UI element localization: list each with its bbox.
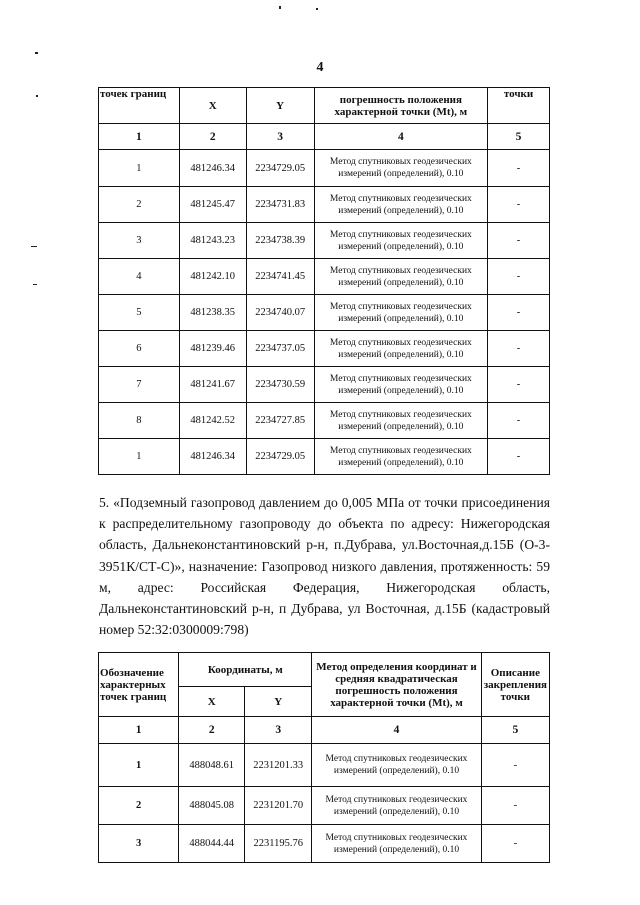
- coord-y: 2231201.70: [245, 787, 312, 825]
- header-points: Обозначение характерных точек границ: [99, 653, 179, 717]
- table-header-row: [99, 653, 550, 687]
- section-text: 5. «Подземный газопровод давлением до 0,005 МПа от точки присоединения к распределительному газопроводу до объекта по адресу: Нижегородская область, Дальнеконстантиновский р-н, п.Дубрава, ул.Восточная,д.15Б (О-3-3951К/СТ-С)», назначение: Газопровод низкого давления, протяженность: 59 м, адрес: Российская Федерация, Нижегородская область, Дальнеконстантиновский р-н, п Дубрава, ул Восточная, д.15Б (кадастровый номер 52:32:0300009:798): [99, 495, 550, 638]
- page-number: 4: [316, 60, 324, 75]
- section-5-paragraph: [99, 492, 550, 640]
- point-id: 1: [99, 439, 180, 475]
- header-y: Y: [245, 687, 312, 717]
- scan-mark: [279, 6, 281, 9]
- column-number: 4: [312, 717, 481, 744]
- table-row: [99, 403, 550, 439]
- method-cell: Метод спутниковых геодезических измерений (определений), 0.10: [314, 295, 488, 331]
- point-id: 2: [99, 787, 179, 825]
- table-row: [99, 744, 550, 787]
- scan-mark: [316, 8, 318, 10]
- column-number-row: [99, 124, 550, 150]
- coord-y: 2234730.59: [246, 367, 314, 403]
- coord-y: 2234741.45: [246, 259, 314, 295]
- column-number: 3: [246, 124, 314, 150]
- coord-x: 481242.10: [179, 259, 246, 295]
- coord-y: 2234731.83: [246, 187, 314, 223]
- point-id: 2: [99, 187, 180, 223]
- header-y: Y: [246, 88, 314, 124]
- coord-x: 481238.35: [179, 295, 246, 331]
- coordinates-table-1: [98, 87, 550, 475]
- method-cell: Метод спутниковых геодезических измерений (определений), 0.10: [312, 787, 481, 825]
- coord-y: 2234737.05: [246, 331, 314, 367]
- table-row: [99, 223, 550, 259]
- point-id: 6: [99, 331, 180, 367]
- description-cell: -: [488, 331, 550, 367]
- point-id: 1: [99, 744, 179, 787]
- coord-y: 2231195.76: [245, 825, 312, 863]
- point-id: 3: [99, 223, 180, 259]
- column-number: 5: [481, 717, 549, 744]
- description-cell: -: [488, 295, 550, 331]
- header-description: Описание закрепления точки: [481, 653, 549, 717]
- coord-x: 481242.52: [179, 403, 246, 439]
- description-cell: -: [481, 744, 549, 787]
- description-cell: -: [488, 259, 550, 295]
- column-number: 1: [99, 124, 180, 150]
- table-row: [99, 331, 550, 367]
- method-cell: Метод спутниковых геодезических измерений (определений), 0.10: [314, 150, 488, 187]
- method-cell: Метод спутниковых геодезических измерений (определений), 0.10: [312, 744, 481, 787]
- description-cell: -: [481, 825, 549, 863]
- method-cell: Метод спутниковых геодезических измерений (определений), 0.10: [314, 259, 488, 295]
- coord-x: 481246.34: [179, 150, 246, 187]
- column-number: 4: [314, 124, 488, 150]
- description-cell: -: [488, 403, 550, 439]
- header-method: Метод определения координат и средняя квадратическая погрешность положения характерной точки (Mt), м: [312, 653, 481, 717]
- method-cell: Метод спутниковых геодезических измерений (определений), 0.10: [312, 825, 481, 863]
- coord-y: 2234729.05: [246, 439, 314, 475]
- column-number: 2: [179, 124, 246, 150]
- header-points: точек границ: [99, 88, 180, 124]
- table-row: [99, 787, 550, 825]
- coord-x: 488045.08: [179, 787, 245, 825]
- header-method: погрешность положения характерной точки (Mt), м: [314, 88, 488, 124]
- table-row: [99, 187, 550, 223]
- scan-mark: [33, 284, 37, 285]
- point-id: 4: [99, 259, 180, 295]
- point-id: 7: [99, 367, 180, 403]
- coord-y: 2234738.39: [246, 223, 314, 259]
- coord-x: 481241.67: [179, 367, 246, 403]
- coord-x: 481246.34: [179, 439, 246, 475]
- coord-x: 481245.47: [179, 187, 246, 223]
- coordinates-table-2: [98, 652, 550, 863]
- table-row: [99, 825, 550, 863]
- description-cell: -: [488, 439, 550, 475]
- scan-mark: [31, 246, 37, 247]
- column-number: 1: [99, 717, 179, 744]
- column-number: 2: [179, 717, 245, 744]
- coord-y: 2234729.05: [246, 150, 314, 187]
- description-cell: -: [481, 787, 549, 825]
- method-cell: Метод спутниковых геодезических измерений (определений), 0.10: [314, 223, 488, 259]
- description-cell: -: [488, 187, 550, 223]
- method-cell: Метод спутниковых геодезических измерений (определений), 0.10: [314, 403, 488, 439]
- point-id: 8: [99, 403, 180, 439]
- column-number-row: [99, 717, 550, 744]
- column-number: 3: [245, 717, 312, 744]
- method-cell: Метод спутниковых геодезических измерений (определений), 0.10: [314, 187, 488, 223]
- table-row: [99, 367, 550, 403]
- table-row: [99, 150, 550, 187]
- description-cell: -: [488, 223, 550, 259]
- method-cell: Метод спутниковых геодезических измерений (определений), 0.10: [314, 367, 488, 403]
- method-cell: Метод спутниковых геодезических измерений (определений), 0.10: [314, 331, 488, 367]
- point-id: 1: [99, 150, 180, 187]
- coord-x: 488044.44: [179, 825, 245, 863]
- point-id: 3: [99, 825, 179, 863]
- table-row: [99, 259, 550, 295]
- column-number: 5: [488, 124, 550, 150]
- table-row: [99, 439, 550, 475]
- method-cell: Метод спутниковых геодезических измерений (определений), 0.10: [314, 439, 488, 475]
- scan-mark: [35, 52, 38, 54]
- header-x: X: [179, 88, 246, 124]
- coord-y: 2231201.33: [245, 744, 312, 787]
- scan-mark: [36, 95, 38, 97]
- header-x: X: [179, 687, 245, 717]
- header-description: точки: [488, 88, 550, 124]
- description-cell: -: [488, 367, 550, 403]
- coord-x: 481243.23: [179, 223, 246, 259]
- point-id: 5: [99, 295, 180, 331]
- header-coordinates: Координаты, м: [179, 653, 312, 687]
- description-cell: -: [488, 150, 550, 187]
- coord-x: 488048.61: [179, 744, 245, 787]
- table-header-row: [99, 88, 550, 124]
- table-row: [99, 295, 550, 331]
- coord-y: 2234740.07: [246, 295, 314, 331]
- coord-y: 2234727.85: [246, 403, 314, 439]
- coord-x: 481239.46: [179, 331, 246, 367]
